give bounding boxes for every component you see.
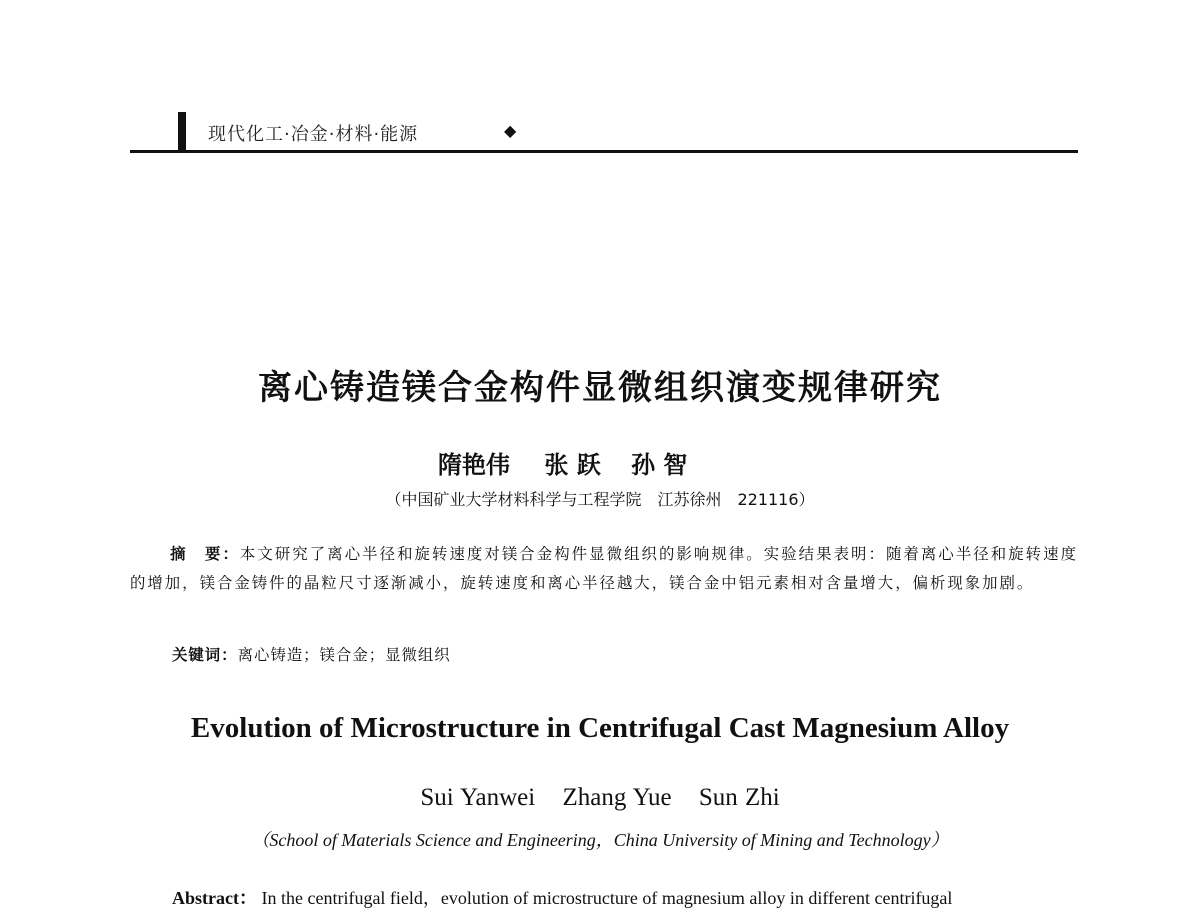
keywords-chinese	[172, 643, 451, 665]
journal-name: 现代化工·冶金·材料·能源	[208, 124, 419, 145]
header-bar	[178, 112, 186, 150]
abstract-cn-text: 本文研究了离心半径和旋转速度对镁合金构件显微组织的影响规律。实验结果表明：随着离心半径和旋转速度的增加，镁合金铸件的晶粒尺寸逐渐减小，旋转速度和离心半径越大，镁合金中铝元素相对含量增大，偏析现象加剧。	[130, 545, 1078, 592]
affiliation-chinese: （中国矿业大学材料科学与工程学院 江苏徐州 221116）	[385, 490, 815, 509]
author-cn-2: 张 跃	[544, 451, 601, 479]
author-en-3: Sun Zhi	[698, 784, 780, 811]
diamond-icon: ◆	[504, 121, 517, 140]
keywords-cn-label: 关键词：	[172, 646, 238, 664]
keywords-cn-text: 离心铸造；镁合金；显微组织	[237, 646, 451, 664]
abstract-en-label: Abstract：	[172, 888, 257, 908]
title-english: Evolution of Microstructure in Centrifugal Cast Magnesium Alloy	[190, 712, 1010, 744]
header-rule	[130, 150, 1078, 153]
abstract-en-text: In the centrifugal field，evolution of microstructure of magnesium alloy in different centrifugal	[261, 888, 953, 908]
abstract-english	[172, 884, 1078, 910]
title-chinese: 离心铸造镁合金构件显微组织演变规律研究	[258, 368, 942, 408]
authors-chinese	[438, 445, 709, 480]
author-cn-1: 隋艳伟	[438, 451, 510, 479]
abstract-chinese	[130, 540, 1078, 598]
affiliation-english: （School of Materials Science and Engineering，China University of Mining and Technology）	[251, 830, 949, 850]
author-cn-3: 孙 智	[631, 451, 688, 479]
abstract-cn-label: 摘 要：	[170, 545, 240, 563]
journal-header	[130, 112, 1078, 154]
author-en-2: Zhang Yue	[562, 784, 672, 811]
author-en-1: Sui Yanwei	[420, 784, 536, 811]
authors-english	[0, 784, 1200, 812]
